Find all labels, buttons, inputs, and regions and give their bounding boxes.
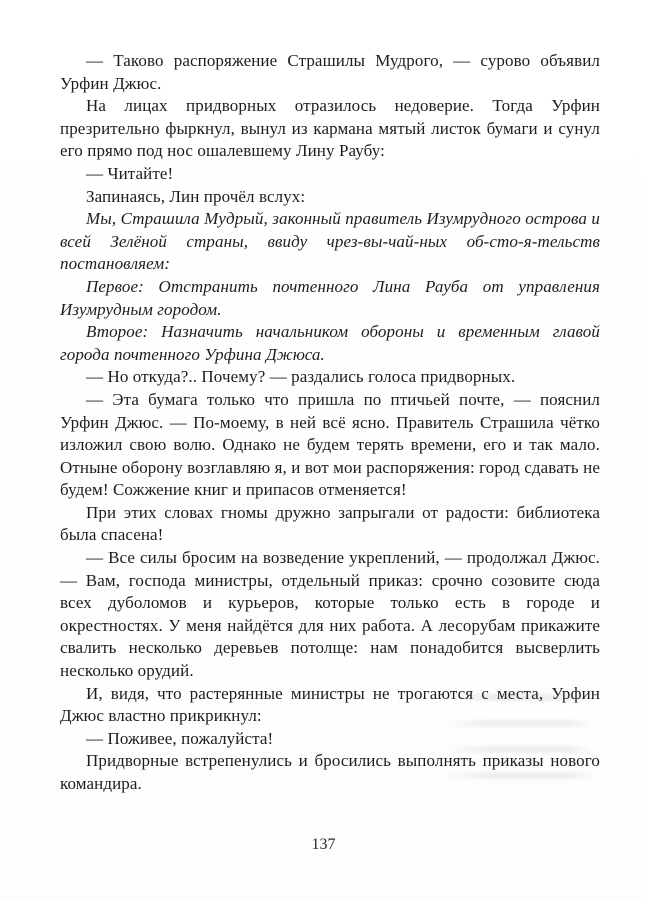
paragraph: Второе: Назначить начальником обороны и временным главой города почтенного Урфина Джюса. xyxy=(60,322,600,364)
paragraph: — Но откуда?.. Почему? — раздались голоса придворных. xyxy=(86,367,516,387)
paragraph: — Поживее, пожалуйста! xyxy=(86,728,274,748)
paragraph: При этих словах гномы дружно запрыгали от радости: библиотека была спасена! xyxy=(60,502,600,545)
paragraph: И, видя, что растерянные министры не трогаются с места, Урфин Джюс властно прикрикнул: xyxy=(60,683,600,726)
paragraph: На лицах придворных отразилось недоверие. Тогда Урфин презрительно фыркнул, вынул из кармана мятый листок бумаги и сунул его прямо под нос ошалевшему Лину Раубу: xyxy=(60,96,600,161)
paragraph: Мы, Страшила Мудрый, законный правитель Изумрудного острова и всей Зелёной страны, ввиду чрез-вы-чай-ных об-сто-я-тельств постановляем: xyxy=(60,209,600,274)
paragraph: Придворные встрепенулись и бросились выполнять приказы нового командира. xyxy=(60,751,600,793)
page-text xyxy=(60,50,600,796)
paragraph: Запинаясь, Лин прочёл вслух: xyxy=(86,186,306,206)
paragraph: Первое: Отстранить почтенного Лина Рауба от управления Изумрудным городом. xyxy=(60,276,600,319)
paragraph: — Читайте! xyxy=(86,163,174,183)
page-number: 137 xyxy=(311,836,336,853)
paragraph: — Эта бумага только что пришла по птичьей почте, — пояснил Урфин Джюс. — По-моему, в ней всё ясно. Правитель Страшила чётко изложил свою волю. Однако не будем терять времени, его и так мало. Отныне оборону возглавляю я, и вот мои распоряжения: город сдавать не будем! Сожжение книг и припасов отменяется! xyxy=(60,389,600,500)
paragraph: — Все силы бросим на возведение укреплений, — продолжал Джюс. — Вам, господа министры, отдельный приказ: срочно созовите сюда всех дуболомов и курьеров, которые только есть в городе и окрестностях. У меня найдётся для них работа. А лесорубам прикажите свалить несколько деревьев потолще: нам понадобится высверлить несколько орудий. xyxy=(60,548,600,681)
paragraph: — Таково распоряжение Страшилы Мудрого, — сурово объявил Урфин Джюс. xyxy=(60,51,600,93)
